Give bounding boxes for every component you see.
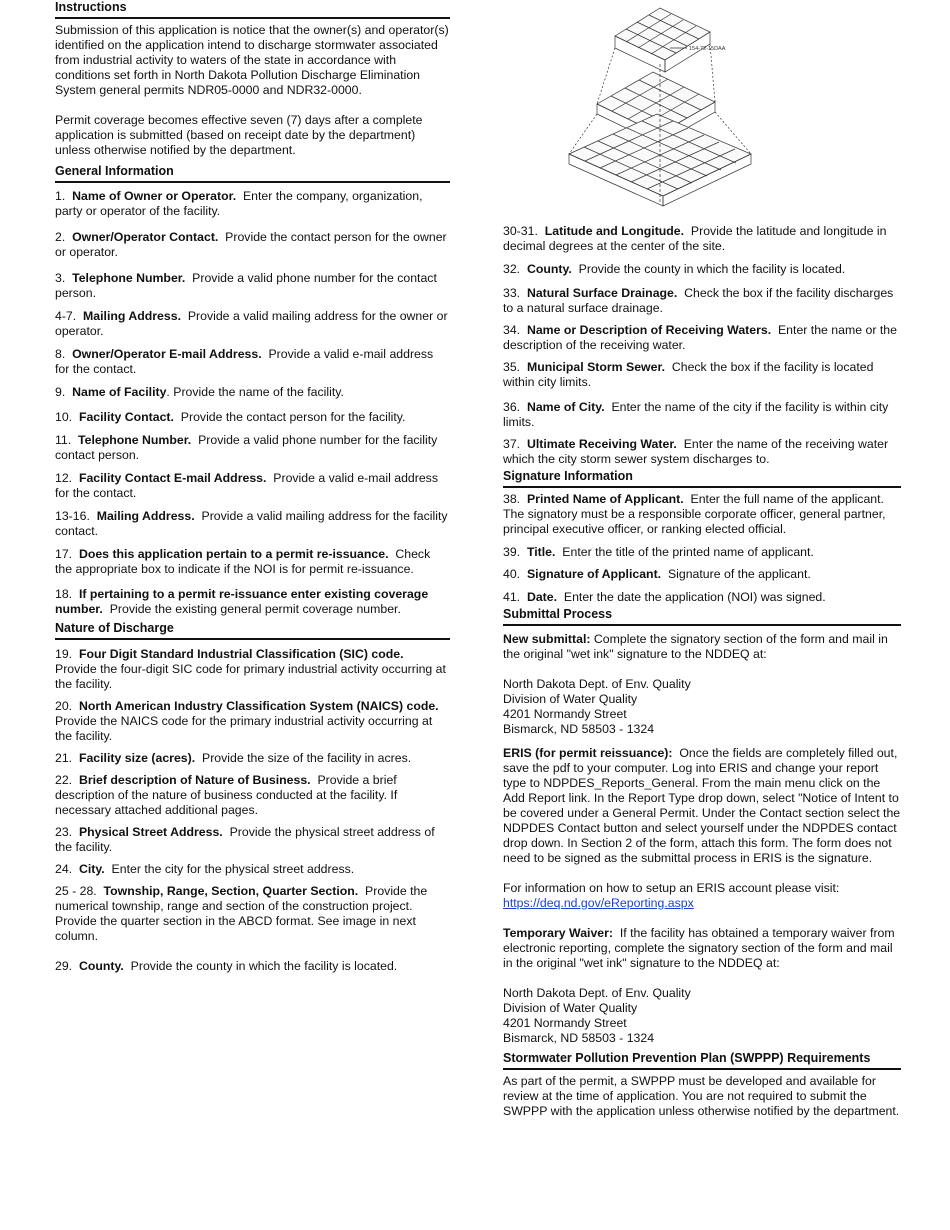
township-grid-illustration [565,4,755,216]
nature-of-discharge-list [55,647,450,974]
item-text: Provide the contact person for the facility. [180,410,406,424]
instruction-item [503,437,901,467]
item-text: Enter the name or the description of the receiving water. [503,323,897,352]
item-text: Enter the city for the physical street address. [111,862,355,876]
instruction-item [503,224,901,254]
item-number: 23. [55,825,73,839]
address-line: Bismarck, ND 58503 - 1324 [503,1031,655,1045]
instruction-item [55,347,450,377]
item-label: City. [78,862,105,876]
item-label: Facility Contact. [78,410,174,424]
item-number: 1. [55,189,66,203]
instruction-item [55,509,450,539]
instruction-item [55,271,450,301]
item-label: Signature of Applicant. [526,567,662,581]
right-column [503,0,901,1119]
address-line: Division of Water Quality [503,1001,638,1015]
item-number: 38. [503,492,521,506]
item-number: 3. [55,271,66,285]
instruction-item [503,567,901,582]
item-number: 35. [503,360,521,374]
instruction-item [55,433,450,463]
item-label: Four Digit Standard Industrial Classification (SIC) code. [78,647,404,661]
general-information-list [55,189,450,617]
instruction-item [503,286,901,316]
instruction-item [55,230,450,260]
left-column [55,0,450,974]
eris-info-paragraph [503,881,901,911]
nature-of-discharge-heading: Nature of Discharge [55,621,450,640]
item-text: Provide a valid phone number for the facility contact person. [55,433,438,462]
ereporting-link[interactable]: https://deq.nd.gov/eReporting.aspx [503,896,694,910]
swppp-paragraph: As part of the permit, a SWPPP must be developed and available for review at the time of application. You are not required to submit the SWPPP with the application unless otherwise notified by the department. [503,1074,900,1118]
instruction-item [55,884,450,944]
instruction-item [503,590,901,605]
item-label: Municipal Storm Sewer. [526,360,665,374]
item-number: 12. [55,471,73,485]
item-number: 19. [55,647,73,661]
item-label: If pertaining to a permit re-issuance enter existing coverage number. [55,587,429,616]
item-number: 25 - 28. [55,884,97,898]
eris-paragraph [503,746,901,866]
item-text: Provide the county in which the facility is located. [578,262,846,276]
address-line: 4201 Normandy Street [503,707,627,721]
instruction-item [55,471,450,501]
signature-information-list [503,492,901,605]
item-label: Owner/Operator E-mail Address. [72,347,262,361]
item-label: Brief description of Nature of Business. [78,773,311,787]
item-label: North American Industry Classification System (NAICS) code. [78,699,439,713]
instructions-paragraph-1: Submission of this application is notice that the owner(s) and operator(s) identified on the application intend to discharge stormwater associated from industrial activity to waters of the state in accordance with conditions set forth in North Dakota Pollution Discharge Elimination System general permits NDR05-0000 and NDR32-0000. [55,23,449,97]
item-label: Physical Street Address. [78,825,223,839]
diagram-label: 154-72-15DAA [689,46,726,52]
item-label: Mailing Address. [83,309,181,323]
signature-information-heading: Signature Information [503,469,901,488]
item-number: 30-31. [503,224,538,238]
item-number: 34. [503,323,521,337]
address-line: North Dakota Dept. of Env. Quality [503,986,691,1000]
item-label: County. [78,959,124,973]
item-number: 37. [503,437,521,451]
instruction-item [55,825,450,855]
item-text: Provide the physical street address of the facility. [55,825,435,854]
item-text: Provide the county in which the facility is located. [130,959,398,973]
item-text: . Provide the name of the facility. [166,385,344,399]
item-number: 10. [55,410,73,424]
item-label: Natural Surface Drainage. [526,286,678,300]
instruction-item [55,647,450,692]
mailing-address-1 [503,677,901,737]
item-number: 39. [503,545,521,559]
instruction-item [55,959,450,974]
item-number: 20. [55,699,73,713]
item-text: Enter the name of the receiving water which the city storm sewer system discharges to. [503,437,889,466]
new-submittal-label: New submittal: [503,632,591,646]
temporary-waiver-label: Temporary Waiver: [503,926,614,940]
item-label: Ultimate Receiving Water. [526,437,677,451]
item-number: 21. [55,751,73,765]
new-submittal-text: Complete the signatory section of the form and mail in the original "wet ink" signature to the NDDEQ at: [503,632,888,661]
item-text: Provide a valid mailing address for the owner or operator. [55,309,448,338]
item-text: Provide a brief description of the nature of business conducted at the facility. If necessary attached additional pages. [55,773,398,817]
item-text: Provide a valid mailing address for the facility contact. [55,509,448,538]
item-number: 4-7. [55,309,77,323]
instruction-item [503,400,901,430]
item-number: 11. [55,433,72,447]
item-text: Provide a valid phone number for the contact person. [55,271,437,300]
temporary-waiver-paragraph [503,926,901,971]
item-label: Name of Owner or Operator. [72,189,237,203]
address-line: Bismarck, ND 58503 - 1324 [503,722,655,736]
item-label: Latitude and Longitude. [544,224,685,238]
item-label: Township, Range, Section, Quarter Section. [103,884,359,898]
item-label: Name or Description of Receiving Waters. [526,323,772,337]
address-line: North Dakota Dept. of Env. Quality [503,677,691,691]
submittal-process-heading: Submittal Process [503,607,901,626]
item-label: Owner/Operator Contact. [72,230,219,244]
address-line: Division of Water Quality [503,692,638,706]
item-text: Signature of the applicant. [667,567,811,581]
item-number: 2. [55,230,66,244]
item-text: Provide the contact person for the owner or operator. [55,230,447,259]
instruction-item [503,492,901,537]
instructions-heading: Instructions [55,0,450,19]
item-text: Check the appropriate box to indicate if the NOI is for permit re-issuance. [55,547,431,576]
item-text: Provide the latitude and longitude in decimal degrees at the center of the site. [503,224,887,253]
item-text: Check the box if the facility discharges to a natural surface drainage. [503,286,894,315]
item-label: Name of City. [526,400,605,414]
item-label: Facility Contact E-mail Address. [78,471,267,485]
item-label: Telephone Number. [72,271,186,285]
item-number: 22. [55,773,73,787]
instruction-item [55,699,450,744]
eris-text: Once the fields are completely filled out, save the pdf to your computer. Log into ERIS and change your report type to NDPDES_Reports_General. From the main menu click on the Add Report link. In the Report Type drop down, select "Notice of Intent to be covered under a General Permit. Under the Contact section select the NDPDES Contact button and select yourself under the NDPDES contact drop down. In Section 2 of the form, attach this form. The form does not need to be signed as the submittal process in ERIS is the signature. [503,746,901,865]
instruction-item [503,545,901,560]
item-text: Enter the company, organization, party or operator of the facility. [55,189,423,218]
item-text: Enter the date the application (NOI) was signed. [563,590,826,604]
instruction-item [503,323,901,353]
temporary-waiver-text: If the facility has obtained a temporary waiver from electronic reporting, complete the signatory section of the form and mail in the original "wet ink" signature to the NDDEQ at: [503,926,895,970]
item-label: Date. [526,590,558,604]
item-number: 32. [503,262,521,276]
eris-info-text: For information on how to setup an ERIS account please visit: [503,881,840,895]
item-text: Enter the full name of the applicant. The signatory must be a responsible corporate officer, general partner, principal executive officer, or ranking elected official. [503,492,886,536]
item-number: 18. [55,587,73,601]
item-label: Telephone Number. [78,433,192,447]
eris-label: ERIS (for permit reissuance): [503,746,673,760]
item-number: 33. [503,286,521,300]
item-text: Provide a valid e-mail address for the contact. [55,471,438,500]
instruction-item [55,862,450,877]
instruction-item [55,385,450,400]
item-number: 24. [55,862,73,876]
item-number: 36. [503,400,521,414]
item-text: Provide the existing general permit coverage number. [109,602,401,616]
new-submittal-paragraph [503,632,901,662]
instruction-item [55,309,450,339]
township-section-diagram [503,0,901,220]
swppp-heading: Stormwater Pollution Prevention Plan (SWPPP) Requirements [503,1051,901,1070]
item-text: Provide the NAICS code for the primary industrial activity occurring at the facility. [55,714,433,743]
instruction-item [55,189,450,219]
item-number: 17. [55,547,73,561]
mailing-address-2 [503,986,901,1046]
item-number: 8. [55,347,66,361]
item-number: 40. [503,567,521,581]
general-information-heading: General Information [55,164,450,183]
item-text: Check the box if the facility is located within city limits. [503,360,874,389]
item-text: Enter the title of the printed name of applicant. [562,545,814,559]
item-text: Provide a valid e-mail address for the contact. [55,347,434,376]
instruction-item [55,547,450,577]
item-text: Provide the numerical township, range and section of the construction project. Provide the quarter section in the ABCD format. See image in next column. [55,884,428,943]
address-line: 4201 Normandy Street [503,1016,627,1030]
item-text: Provide the four-digit SIC code for primary industrial activity occurring at the facility. [55,662,446,691]
instruction-item [55,587,450,617]
item-label: Title. [526,545,556,559]
instruction-item [503,360,901,390]
site-information-list [503,224,901,467]
item-number: 29. [55,959,73,973]
item-label: Name of Facility [72,385,167,399]
instruction-item [503,262,901,277]
instructions-paragraph-2: Permit coverage becomes effective seven (7) days after a complete application is submitted (based on receipt date by the department) unless otherwise notified by the department. [55,113,423,157]
item-number: 9. [55,385,66,399]
item-number: 41. [503,590,521,604]
instruction-item [55,773,450,818]
item-text: Enter the name of the city if the facility is within city limits. [503,400,889,429]
instruction-item [55,410,450,425]
item-label: Mailing Address. [96,509,195,523]
item-text: Provide the size of the facility in acres. [202,751,412,765]
instruction-item [55,751,450,766]
item-label: County. [526,262,572,276]
item-number: 13-16. [55,509,90,523]
item-label: Does this application pertain to a permit re-issuance. [78,547,389,561]
item-label: Printed Name of Applicant. [526,492,684,506]
item-label: Facility size (acres). [78,751,196,765]
